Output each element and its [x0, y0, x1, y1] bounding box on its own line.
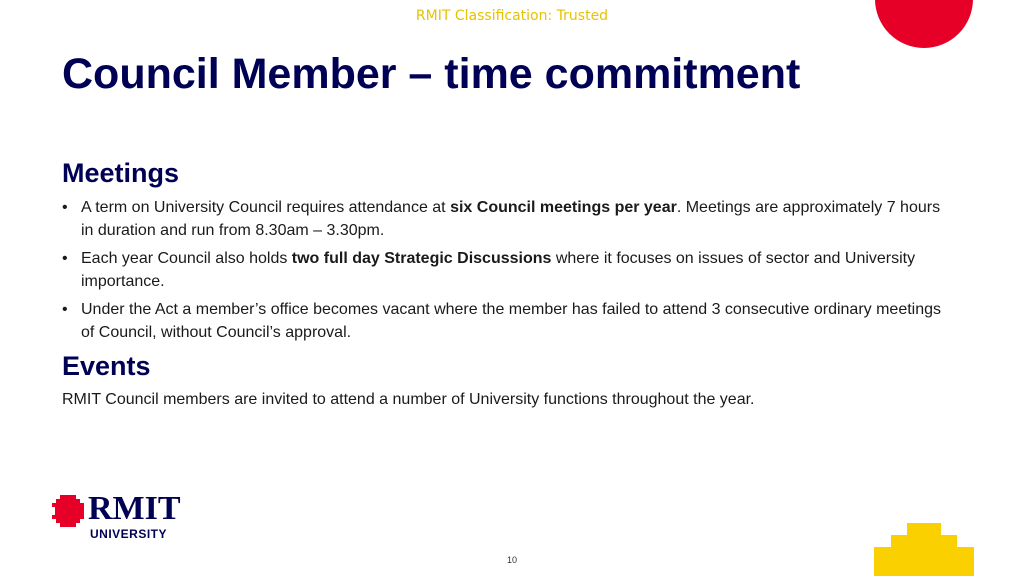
bullet-item: • Each year Council also holds two full day Strategic Discussions where it focuses on issues of sector and University importance.: [62, 247, 952, 293]
bullet-item: • A term on University Council requires attendance at six Council meetings per year. Meetings are approximately 7 hours in duration and run from 8.30am – 3.30pm.: [62, 196, 952, 242]
rmit-pixel-icon: [52, 495, 84, 527]
classification-label: RMIT Classification: Trusted: [415, 8, 609, 24]
meetings-heading: Meetings: [62, 158, 180, 188]
page-number: 10: [506, 555, 517, 565]
events-text: RMIT Council members are invited to attend a number of University functions throughout the year.: [62, 391, 755, 408]
rmit-logo: [52, 490, 187, 543]
bullet-item: • Under the Act a member’s office becomes vacant where the member has failed to attend 3 consecutive ordinary meetings of Council, without Council’s approval.: [62, 298, 952, 344]
logo-wordmark: RMIT: [88, 490, 181, 527]
events-heading: Events: [62, 351, 151, 381]
slide-title: Council Member – time commitment: [62, 50, 801, 98]
red-circle-decoration: [875, 0, 973, 48]
logo-subtitle: UNIVERSITY: [90, 527, 168, 541]
yellow-steps-decoration: [874, 523, 974, 576]
meetings-bullet-list: [62, 196, 952, 349]
